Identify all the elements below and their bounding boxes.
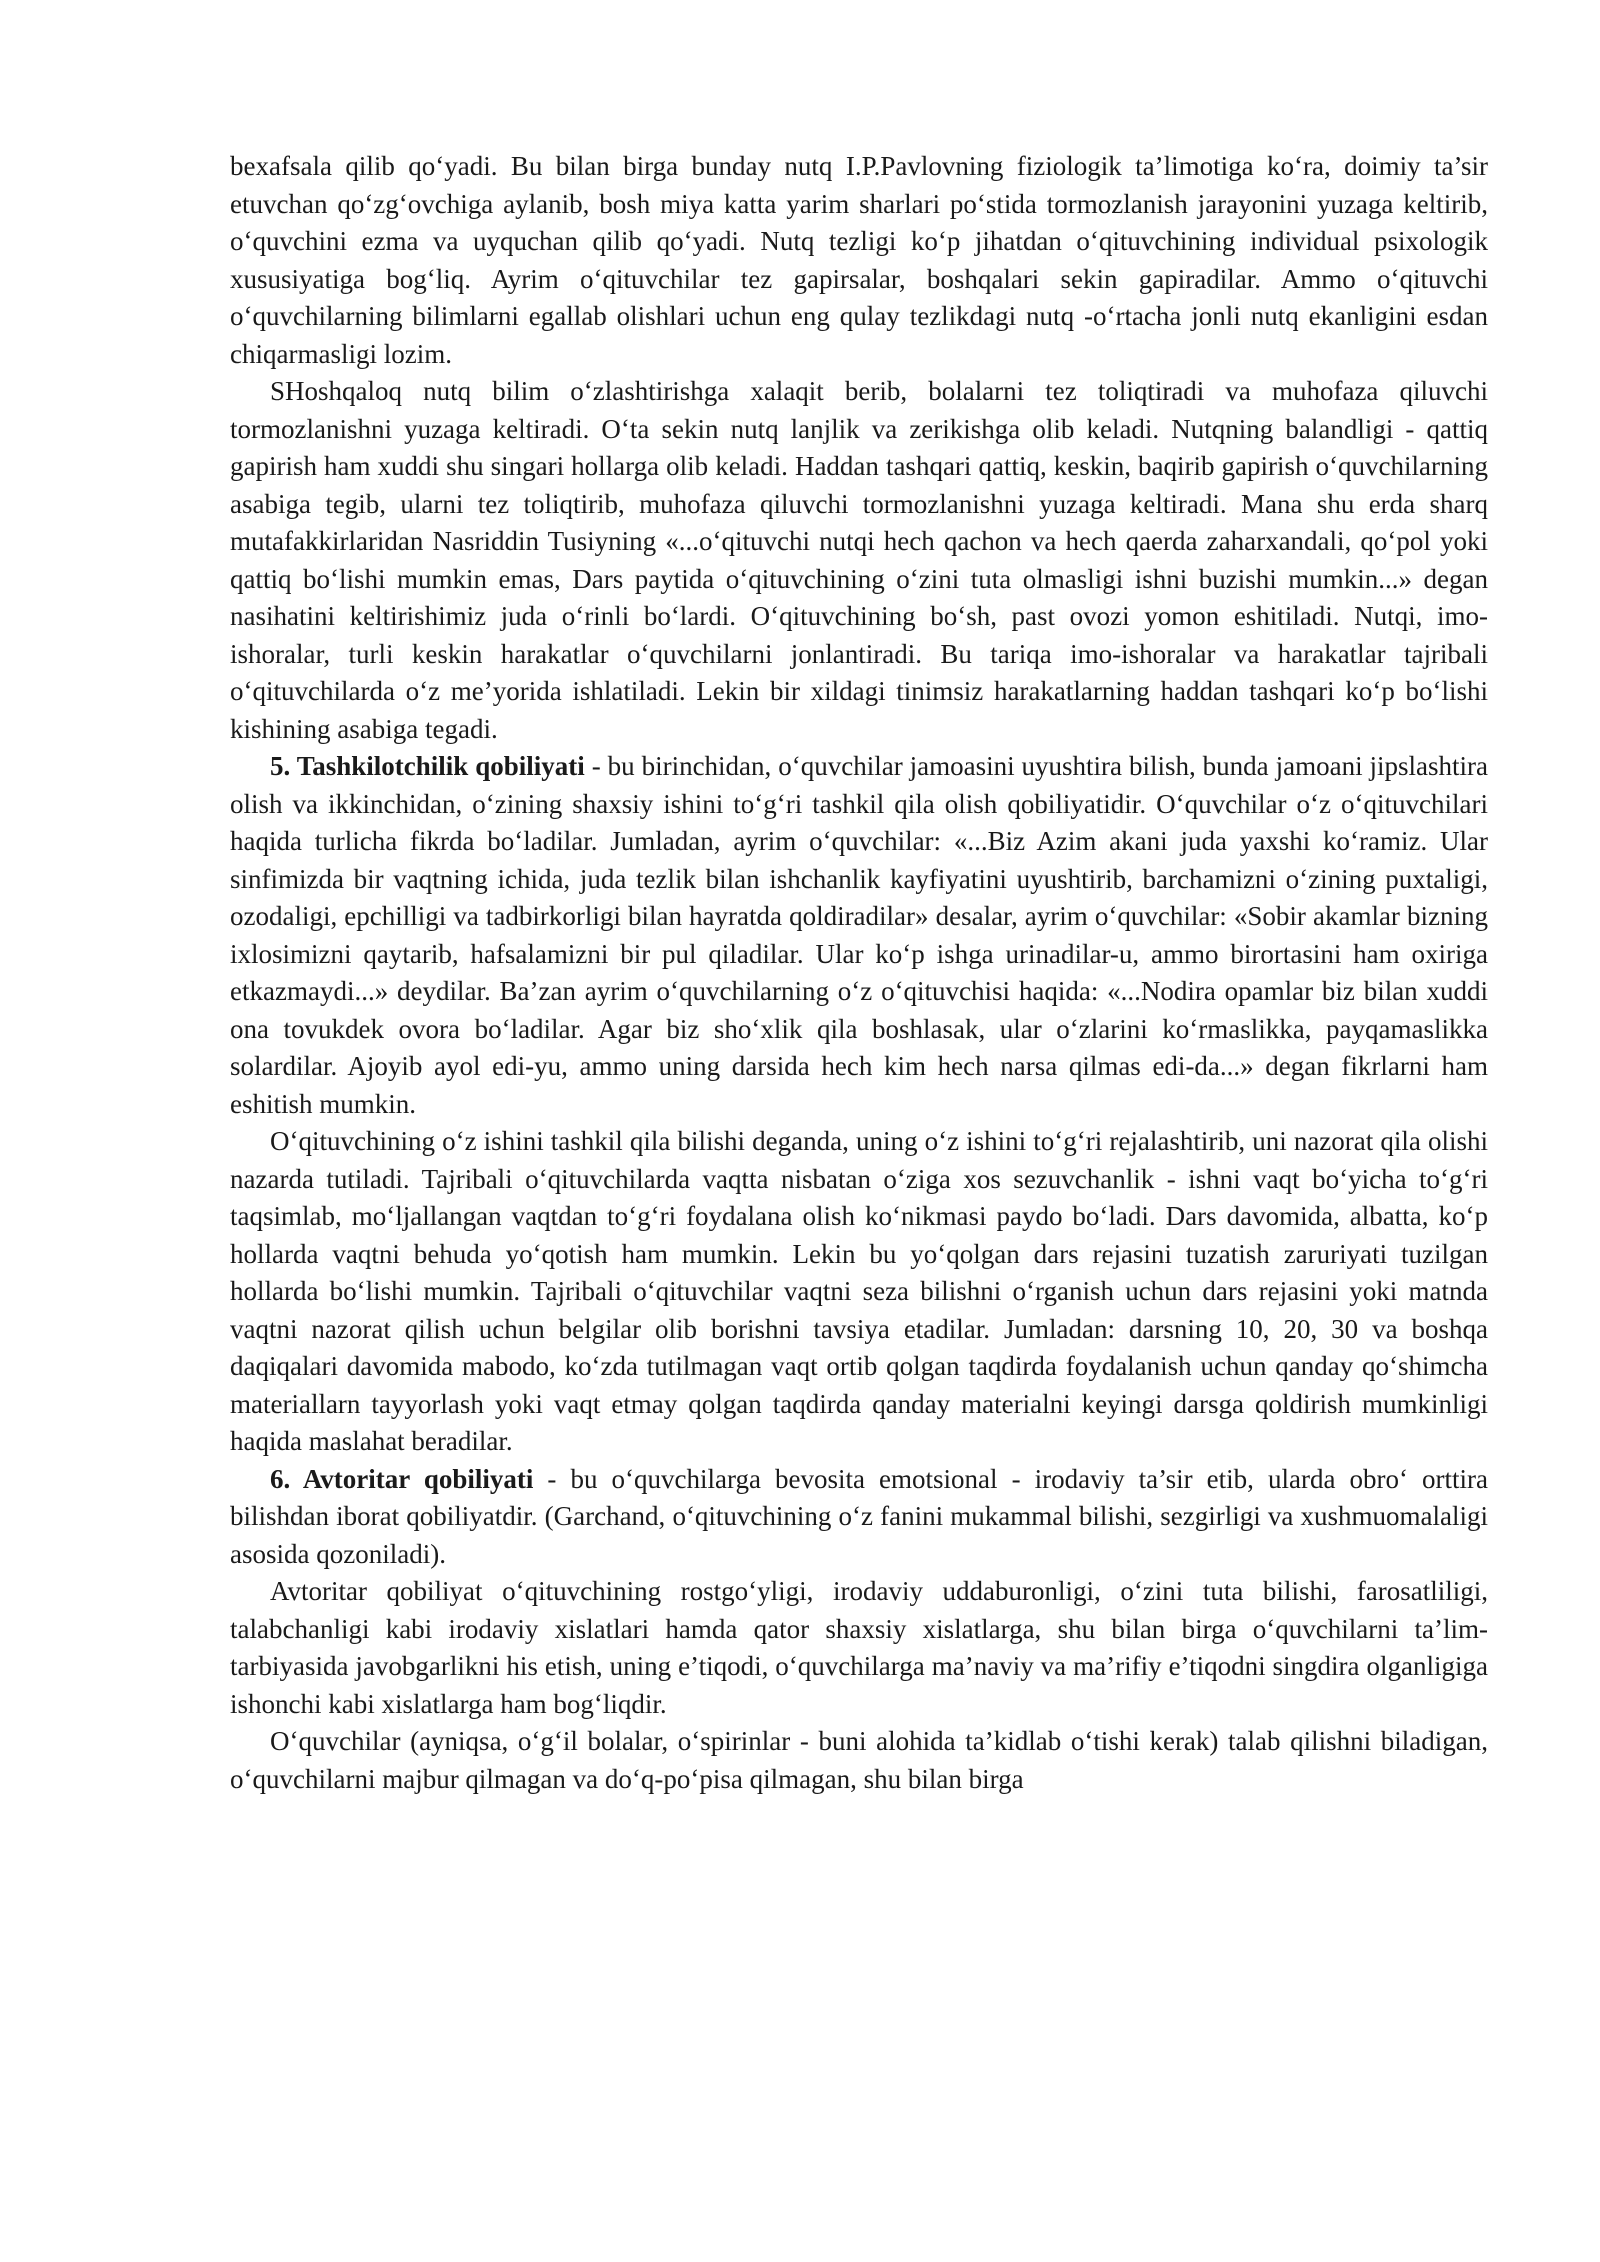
paragraph-tashkilotchilik-body: - bu birinchidan, o‘quvchilar jamoasini uyushtira bilish, bunda jamoani jipslashtira olish va ikkinchidan, o‘zining shaxsiy ishini to‘g‘ri tashkil qila olish qobiliyatidir. O‘quvchilar o‘z o‘qituvchilari haqida turlicha fikrda bo‘ladilar. Jumladan, ayrim o‘quvchilar: «...Biz Azim akani juda yaxshi ko‘ramiz. Ular sinfimizda bir vaqtning ichida, juda tezlik bilan ishchanlik kayfiyatini uyushtirib, barchamizni o‘zining puxtaligi, ozodaligi, epchilligi va tadbirkorligi bilan hayratda qoldiradilar» desalar, ayrim o‘quvchilar: «Sobir akamlar bizning ixlosimizni qaytarib, hafsalamizni bir pul qiladilar. Ular ko‘p ishga urinadilar-u, ammo birortasini ham oxiriga etkazmaydi...» deydilar. Ba’zan ayrim o‘quvchilarning o‘z o‘qituvchisi haqida: «...Nodira opamlar biz bilan xuddi ona tovukdek ovora bo‘ladilar. Agar biz sho‘xlik qila boshlasak, ular o‘zlarini ko‘rmaslikka, payqamaslikka solardilar. Ajoyib ayol edi-yu, ammo uning darsida hech kim hech narsa qilmas edi-da...» degan fikrlarni ham eshitish mumkin. xyxy=(230,751,1488,1119)
section-heading-avtoritar: 6. Avtoritar qobiliyati xyxy=(270,1463,534,1494)
paragraph-avtoritar-body: - bu o‘quvchilarga bevosita emotsional - irodaviy ta’sir etib, ularda obro‘ orttira bilishdan iborat qobiliyatdir. (Garchand, o‘qituvchining o‘z fanini mukammal bilishi, sezgirligi va xushmuomalaligi asosida qozoniladi). xyxy=(230,1463,1488,1569)
paragraph-ishini-tashkil-qila-bilish: O‘qituvchining o‘z ishini tashkil qila bilishi deganda, uning o‘z ishini to‘g‘ri rejalashtirib, uni nazorat qila olishi nazarda tutiladi. Tajribali o‘qituvchilarda vaqtta nisbatan o‘ziga xos sezuvchanlik - ishni vaqt bo‘yicha to‘g‘ri taqsimlab, mo‘ljallangan vaqtdan to‘g‘ri foydalana olish ko‘nikmasi paydo bo‘ladi. Dars davomida, albatta, ko‘p hollarda vaqtni behuda yo‘qotish ham mumkin. Lekin bu yo‘qolgan dars rejasini tuzatish zaruriyati tuzilgan hollarda bo‘lishi mumkin. Tajribali o‘qituvchilar vaqtni seza bilishni o‘rganish uchun dars rejasini yoki matnda vaqtni nazorat qilish uchun belgilar olib borishni tavsiya etadilar. Jumladan: darsning 10, 20, 30 va boshqa daqiqalari davomida mabodo, ko‘zda tutilmagan vaqt ortib qolgan taqdirda foydalanish uchun qanday qo‘shimcha materiallarn tayyorlash yoki vaqt etmay qolgan taqdirda qanday materialni keyingi darsga qoldirish mumkinligi haqida maslahat beradilar. xyxy=(230,1126,1488,1456)
paragraph-tashkilotchilik xyxy=(230,748,1488,1123)
paragraph-oquvchilar: O‘quvchilar (ayniqsa, o‘g‘il bolalar, o‘spirinlar - buni alohida ta’kidlab o‘tishi kerak) talab qilishni biladigan, o‘quvchilarni majbur qilmagan va do‘q-po‘pisa qilmagan, shu bilan birga xyxy=(230,1726,1488,1794)
section-heading-tashkilotchilik: 5. Tashkilotchilik qobiliyati xyxy=(270,751,585,781)
paragraph-avtoritar xyxy=(230,1461,1488,1574)
paragraph-avtoritar-qobiliyat: Avtoritar qobiliyat o‘qituvchining rostgo‘yligi, irodaviy uddaburonligi, o‘zini tuta bilishi, farosatliligi, talabchanligi kabi irodaviy xislatlari hamda qator shaxsiy xislatlarga, shu bilan birga o‘quvchilarni ta’lim-tarbiyasida javobgarlikni his etish, uning e’tiqodi, o‘quvchilarga ma’naviy va ma’rifiy e’tiqodni singdira olganligiga ishonchi kabi xislatlarga ham bog‘liqdir. xyxy=(230,1576,1488,1719)
document-page xyxy=(230,148,1488,1798)
paragraph-shoshqaloq-nutq: SHoshqaloq nutq bilim o‘zlashtirishga xalaqit berib, bolalarni tez toliqtiradi va muhofaza qiluvchi tormozlanishni yuzaga keltiradi. O‘ta sekin nutq lanjlik va zerikishga olib keladi. Nutqning balandligi - qattiq gapirish ham xuddi shu singari hollarga olib keladi. Haddan tashqari qattiq, keskin, baqirib gapirish o‘quvchilarning asabiga tegib, ularni tez toliqtirib, muhofaza qiluvchi tormozlanishni yuzaga keltiradi. Mana shu erda sharq mutafakkirlaridan Nasriddin Tusiyning «...o‘qituvchi nutqi hech qachon va hech qaerda zaharxandali, qo‘pol yoki qattiq bo‘lishi mumkin emas, Dars paytida o‘qituvchining o‘zini tuta olmasligi ishni buzishi mumkin...» degan nasihatini keltirishimiz juda o‘rinli bo‘lardi. O‘qituvchining bo‘sh, past ovozi yomon eshitiladi. Nutqi, imo-ishoralar, turli keskin harakatlar o‘quvchilarni jonlantiradi. Bu tariqa imo-ishoralar va harakatlar tajribali o‘qituvchilarda o‘z me’yorida ishlatiladi. Lekin bir xildagi tinimsiz harakatlarning haddan tashqari ko‘p bo‘lishi kishining asabiga tegadi. xyxy=(230,376,1488,744)
paragraph-nutq-tezligi: bexafsala qilib qo‘yadi. Bu bilan birga bunday nutq I.P.Pavlovning fiziologik ta’limotiga ko‘ra, doimiy ta’sir etuvchan qo‘zg‘ovchiga aylanib, bosh miya katta yarim sharlari po‘stida tormozlanish jarayonini yuzaga keltirib, o‘quvchini ezma va uyquchan qilib qo‘yadi. Nutq tezligi ko‘p jihatdan o‘qituvchining individual psixologik xususiyatiga bog‘liq. Ayrim o‘qituvchilar tez gapirsalar, boshqalari sekin gapiradilar. Ammo o‘qituvchi o‘quvchilarning bilimlarni egallab olishlari uchun eng qulay tezlikdagi nutq -o‘rtacha jonli nutq ekanligini esdan chiqarmasligi lozim. xyxy=(230,151,1488,369)
